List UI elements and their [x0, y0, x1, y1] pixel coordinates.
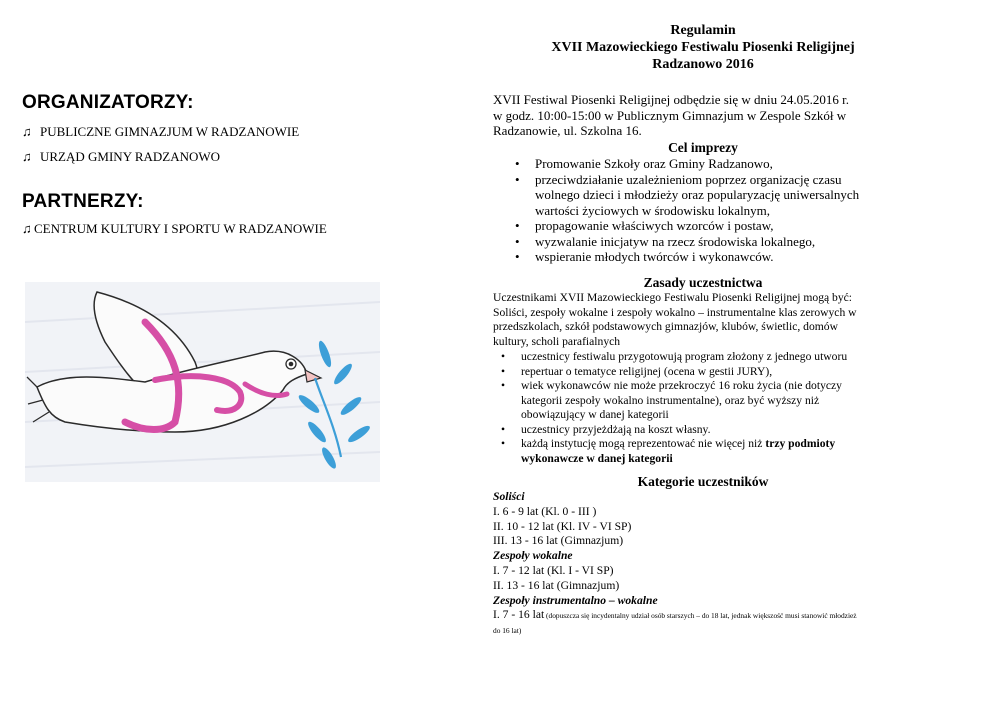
category-item: I. 7 - 16 lat (dopuszcza się incydentalny udział osób starszych – do 18 lat, jednak większość musi stanowić młodzież: [493, 608, 857, 622]
list-item: • wspieranie młodych twórców i wykonawców.: [535, 249, 945, 265]
partner-item: ♫ CENTRUM KULTURY I SPORTU W RADZANOWIE: [22, 221, 327, 236]
partners-heading: PARTNERZY:: [22, 191, 144, 212]
categories-list: [493, 490, 973, 639]
instrumental-heading: Zespoły instrumentalno – wokalne: [493, 593, 658, 607]
organizers-heading: ORGANIZATORZY:: [22, 92, 194, 113]
rules-intro: Uczestnikami XVII Mazowieckiego Festiwalu Piosenki Religijnej mogą być: Soliści, zespoły wokalne i zespoły wokalno – instrumentalne klas zerowych w przedszkolach, szkół podstawowych gimnazjów, klubów, świetlic, domów kultury, scholi parafialnych: [493, 291, 857, 348]
rules-list: [521, 350, 941, 466]
category-item: II. 10 - 12 lat (Kl. IV - VI SP): [493, 519, 632, 533]
list-item: • wyzwalanie inicjatyw na rzecz środowiska lokalnego,: [535, 234, 945, 250]
category-item: II. 13 - 16 lat (Gimnazjum): [493, 578, 620, 592]
intro-paragraph: XVII Festiwal Piosenki Religijnej odbędzie się w dniu 24.05.2016 r. w godz. 10:00-15:00 w Publicznym Gimnazjum w Zespole Szkół w Radzanowie, ul. Szkolna 16.: [493, 92, 850, 138]
music-note-icon: ♫: [22, 149, 32, 164]
organizer-item: ♫ URZĄD GMINY RADZANOWO: [22, 149, 221, 164]
category-item: I. 7 - 12 lat (Kl. I - VI SP): [493, 563, 614, 577]
dove-illustration: [25, 282, 380, 482]
category-item: I. 6 - 9 lat (Kl. 0 - III ): [493, 504, 597, 518]
music-note-icon: ♫: [22, 124, 32, 139]
left-page: [0, 0, 470, 701]
list-item: • repertuar o tematyce religijnej (ocena w gestii JURY),: [521, 365, 941, 380]
list-item: • wiek wykonawców nie może przekroczyć 16 roku życia (nie dotyczy kategorii zespoły wokalno instrumentalne), oraz być wyższy niż obowiązujący w danej kategorii: [521, 379, 941, 423]
organizer-item: ♫ PUBLICZNE GIMNAZJUM W RADZANOWIE: [22, 124, 300, 139]
category-item: III. 13 - 16 lat (Gimnazjum): [493, 534, 624, 548]
goal-heading: Cel imprezy: [668, 140, 738, 155]
vocal-heading: Zespoły wokalne: [493, 549, 573, 563]
rules-heading: Zasady uczestnictwa: [643, 275, 763, 290]
goals-list: [535, 156, 945, 265]
soloists-heading: Soliści: [493, 490, 525, 503]
music-note-icon: ♫: [22, 221, 32, 236]
list-item: • propagowanie właściwych wzorców i postaw,: [535, 218, 945, 234]
categories-heading: Kategorie uczestników: [637, 474, 769, 489]
list-item: • przeciwdziałanie uzależnieniom poprzez organizację czasu wolnego dzieci i młodzieży oraz popularyzację uniwersalnych wartości życiowych w środowisku lokalnym,: [535, 172, 945, 219]
list-item: • uczestnicy przyjeżdżają na koszt własny.: [521, 423, 941, 438]
list-item: • każdą instytucję mogą reprezentować nie więcej niż trzy podmioty wykonawcze w danej kategorii: [521, 437, 941, 466]
document-title: Regulamin XVII Mazowieckiego Festiwalu Piosenki Religijnej Radzanowo 2016: [551, 23, 855, 72]
list-item: • uczestnicy festiwalu przygotowują program złożony z jednego utworu: [521, 350, 941, 365]
right-page: [493, 0, 973, 701]
list-item: • Promowanie Szkoły oraz Gminy Radzanowo,: [535, 156, 945, 172]
category-note: do 16 lat): [493, 626, 522, 636]
